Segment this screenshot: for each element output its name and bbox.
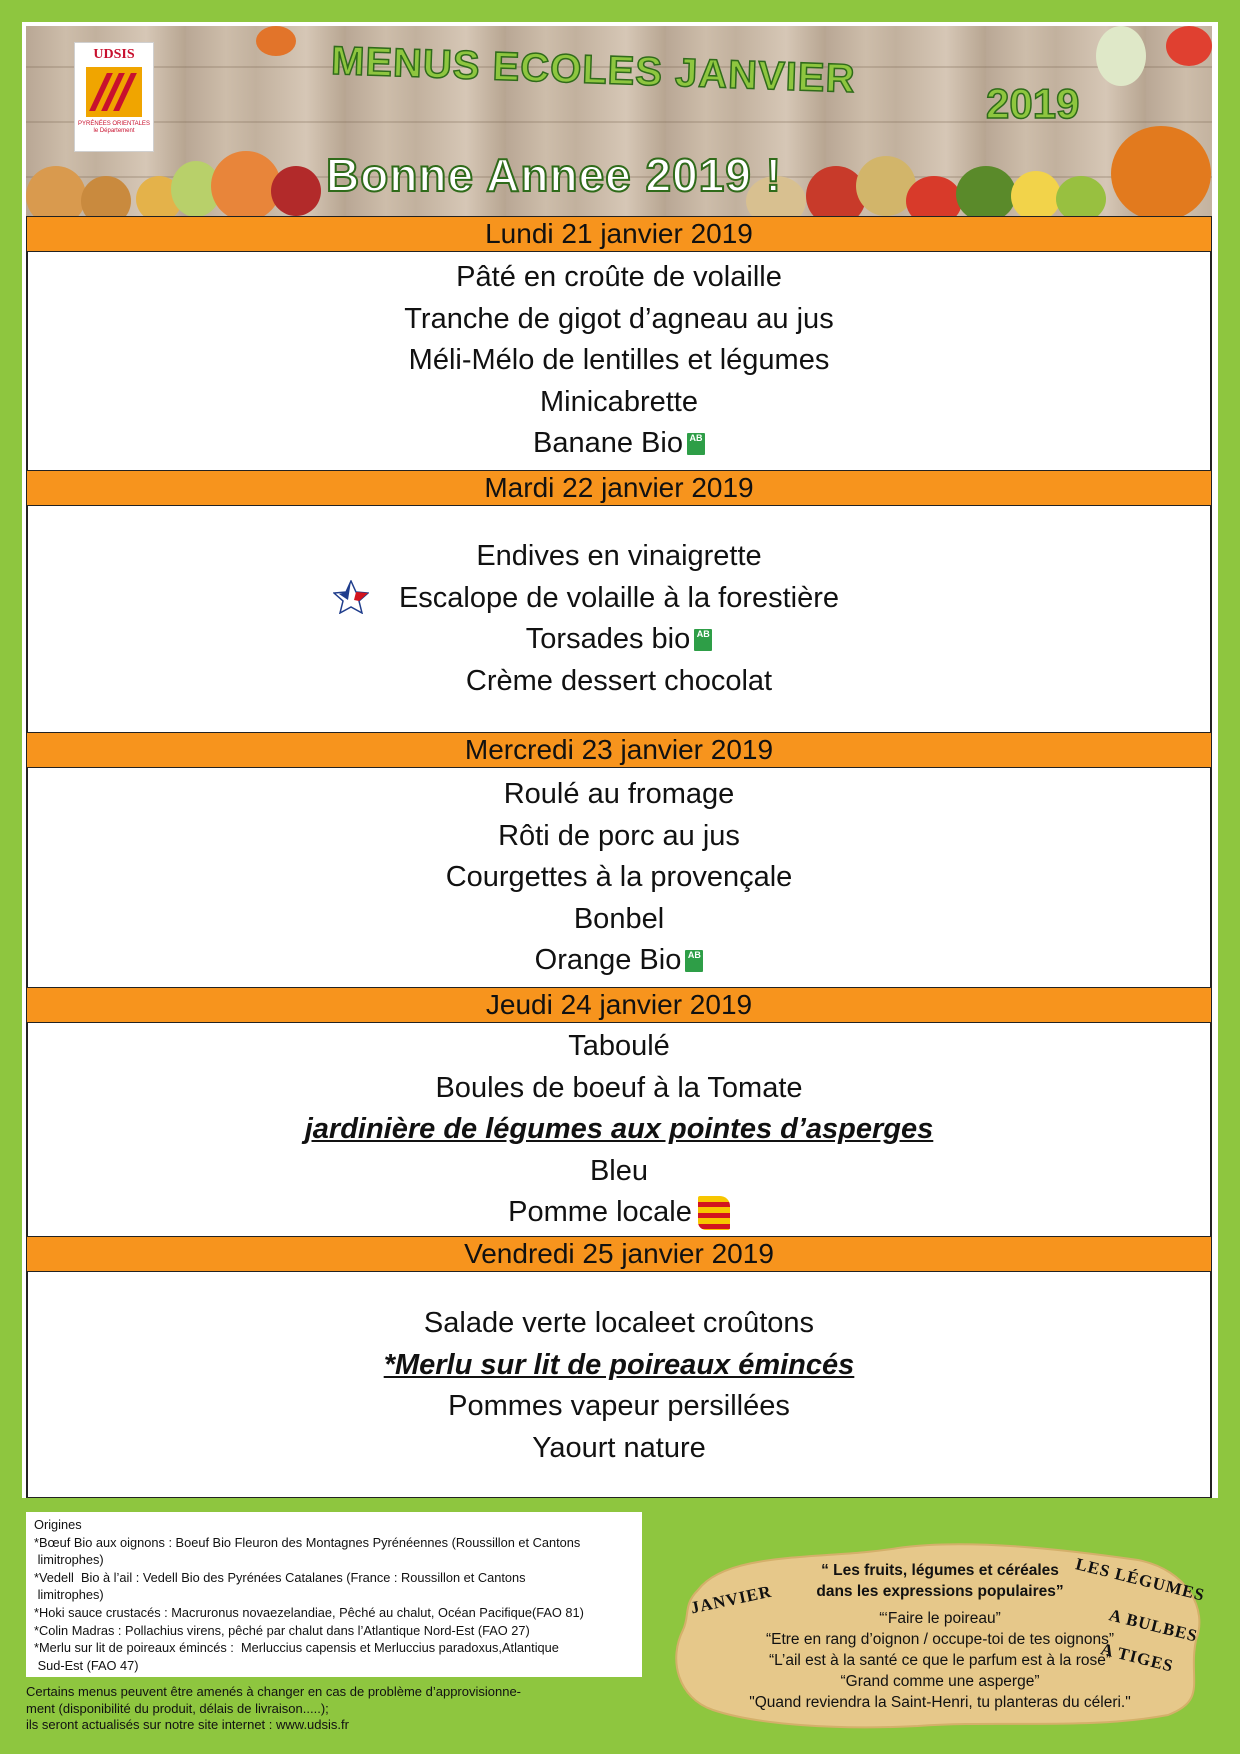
ab-bio-icon: AB [694,629,712,651]
menu-item: jardinière de légumes aux pointes d’asperges [304,1113,934,1145]
origins-line: *Bœuf Bio aux oignons : Boeuf Bio Fleuron des Montagnes Pyrénéennes (Roussillon et Cantons limitrophes) [34,1534,581,1568]
pepper-decor [1166,26,1212,66]
ab-bio-icon: AB [685,950,703,972]
lime-decor [1056,176,1106,216]
menu-item: Pâté en croûte de volaille [456,261,782,293]
origins-title: Origines [34,1517,82,1532]
leek-decor [1096,26,1146,86]
broccoli-decor [956,166,1016,216]
menu-item: Boules de boeuf à la Tomate [435,1071,803,1104]
saying: “‘Faire le poireau” [879,1610,1001,1627]
onion-decor [26,166,86,216]
catalan-flag-icon [698,1196,730,1230]
logo-mark [86,67,142,117]
berry-decor [271,166,321,216]
day-header-tuesday: Mardi 22 janvier 2019 [27,470,1211,506]
lemon-decor [1011,171,1061,216]
menu-monday [27,257,1211,465]
disclaimer [26,1684,646,1734]
menu-item-text: Pomme locale [508,1196,692,1228]
tomato-decor [906,176,962,216]
menu-thursday [27,1026,1211,1234]
table-border-bottom [27,1497,1211,1498]
disclaimer-line: ment (disponibilité du produit, délais de livraison.....); [26,1700,329,1716]
sayings-label-month: JANVIER [688,1581,774,1618]
disclaimer-line: ils seront actualisés sur notre site internet : www.udsis.fr [26,1717,349,1732]
menu-item: Taboulé [568,1030,670,1062]
menu-item: Salade verte localeet croûtons [423,1307,815,1339]
menu-item [27,578,1211,620]
day-header-monday: Lundi 21 janvier 2019 [27,216,1211,252]
saying: “Grand comme une asperge” [840,1673,1040,1690]
menu-item: Yaourt nature [532,1431,706,1464]
menu-item-text: Banane Bio [533,427,683,459]
udsis-logo [74,42,154,152]
disclaimer-line: Certains menus peuvent être amenés à changer en cas de problème d’approvisionne- [26,1684,522,1699]
menu-item: Bonbel [573,902,665,935]
origins-line: *Hoki sauce crustacés : Macruronus novaezelandiae, Pêché au chalut, Océan Pacifique(FAO 81) [34,1604,584,1620]
sayings-text [700,1560,1180,1713]
header-banner [26,26,1212,216]
menu-item-text: Torsades bio [525,623,691,655]
banner-greeting: Bonne Annee 2019 ! [326,149,782,201]
menu-item: Crème dessert chocolat [465,664,773,697]
menu-item-text: Orange Bio [534,944,682,976]
sayings-heading: “ Les fruits, légumes et céréales [821,1562,1059,1579]
menu-item: Minicabrette [540,385,698,418]
origins-box [26,1512,642,1677]
day-header-friday: Vendredi 25 janvier 2019 [27,1236,1211,1272]
onion-decor [81,176,131,216]
peach-decor [211,151,281,216]
banner-title: MENUS ECOLES JANVIER [330,38,857,102]
sayings-label-category-3: A TIGES [1098,1639,1176,1676]
saying: “L’ail est à la santé ce que le parfum est à la rose” [768,1652,1112,1669]
ab-bio-icon: AB [687,433,705,455]
menu-item: Roulé au fromage [503,778,735,810]
menu-item: Rôti de porc au jus [498,819,740,852]
saying: “Etre en rang d’oignon / occupe-toi de tes oignons” [765,1631,1115,1648]
sayings-label-category-2: A BULBES [1107,1605,1200,1646]
day-header-thursday: Jeudi 24 janvier 2019 [27,987,1211,1023]
menu-item-text: Escalope de volaille à la forestière [398,581,840,614]
origins-line: *Merlu sur lit de poireaux émincés : Merluccius capensis et Merluccius paradoxus,Atlantique Sud-Est (FAO 47) [34,1640,559,1673]
menu-item [27,1192,1211,1234]
menu-item: Courgettes à la provençale [445,861,793,893]
pumpkin-decor [1111,126,1211,216]
menu-item: Bleu [589,1154,649,1187]
menu-tuesday [27,536,1211,702]
logo-subtitle: PYRÉNÉES ORIENTALES le Département [78,121,150,134]
sayings-heading: dans les expressions populaires” [816,1583,1064,1600]
volaille-francaise-icon [333,580,369,614]
menu-item [27,619,1211,661]
menu-item [27,940,1211,982]
menu-item: Endives en vinaigrette [476,540,762,572]
menu-item: *Merlu sur lit de poireaux émincés [383,1348,855,1381]
menu-wednesday [27,774,1211,982]
menu-item: Tranche de gigot d’agneau au jus [404,302,834,335]
menu-friday [27,1303,1211,1469]
origins-line: *Colin Madras : Pollachius virens, pêché par chalut dans l’Atlantique Nord-Est (FAO 27) [34,1622,530,1638]
sayings-label-category-1: LES LÉGUMES [1073,1554,1207,1605]
menu-item: Pommes vapeur persillées [448,1390,790,1422]
origins-line: *Vedell Bio à l’ail : Vedell Bio des Pyrénées Catalanes (France : Roussillon et Cantons limitrophes) [34,1569,526,1603]
saying: "Quand reviendra la Saint-Henri, tu planteras du céleri." [749,1694,1131,1711]
menu-item: Méli-Mélo de lentilles et légumes [408,344,830,376]
menu-item [27,423,1211,465]
banner-year: 2019 [986,80,1080,127]
logo-name: UDSIS [93,47,135,62]
day-header-wednesday: Mercredi 23 janvier 2019 [27,732,1211,768]
carrot-decor [256,26,296,56]
